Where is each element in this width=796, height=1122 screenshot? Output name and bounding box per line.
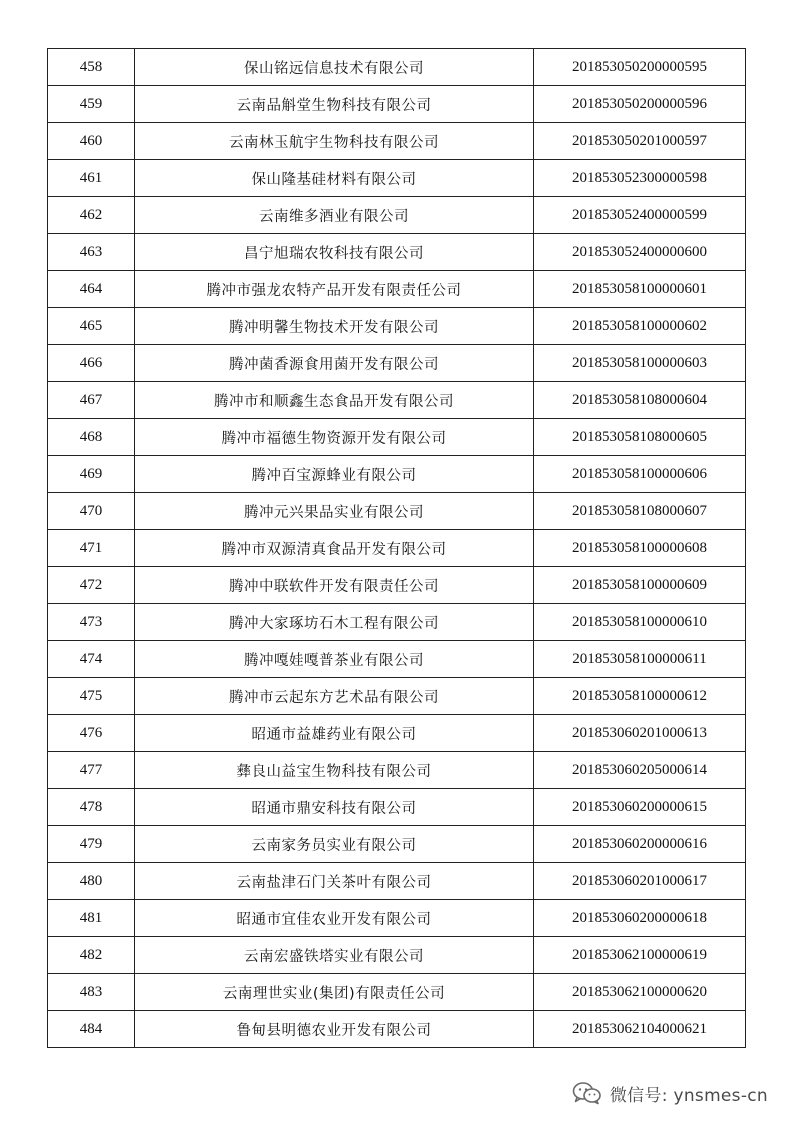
company-name: 腾冲百宝源蜂业有限公司 [135, 456, 534, 493]
registration-code: 201853060200000618 [534, 900, 746, 937]
registration-code: 201853058100000610 [534, 604, 746, 641]
table-row [48, 308, 746, 345]
table-row [48, 123, 746, 160]
row-number: 478 [48, 789, 135, 826]
registration-code: 201853058100000608 [534, 530, 746, 567]
row-number: 473 [48, 604, 135, 641]
registration-code: 201853058100000609 [534, 567, 746, 604]
company-name: 昭通市宜佳农业开发有限公司 [135, 900, 534, 937]
table-row [48, 567, 746, 604]
registration-code: 201853052400000600 [534, 234, 746, 271]
row-number: 471 [48, 530, 135, 567]
registration-code: 201853058100000601 [534, 271, 746, 308]
row-number: 480 [48, 863, 135, 900]
registration-code: 201853052300000598 [534, 160, 746, 197]
company-name: 腾冲大家琢坊石木工程有限公司 [135, 604, 534, 641]
company-name: 云南家务员实业有限公司 [135, 826, 534, 863]
row-number: 459 [48, 86, 135, 123]
company-name: 云南品斛堂生物科技有限公司 [135, 86, 534, 123]
table-row [48, 715, 746, 752]
row-number: 475 [48, 678, 135, 715]
registration-code: 201853058100000603 [534, 345, 746, 382]
company-list-table [47, 48, 746, 1048]
row-number: 482 [48, 937, 135, 974]
watermark-text: 微信号: ynsmes-cn [609, 1085, 768, 1106]
table-row [48, 752, 746, 789]
table-body [48, 49, 746, 1048]
company-name: 腾冲市福德生物资源开发有限公司 [135, 419, 534, 456]
wechat-icon [572, 1081, 602, 1105]
table-row [48, 900, 746, 937]
row-number: 468 [48, 419, 135, 456]
registration-code: 201853052400000599 [534, 197, 746, 234]
registration-code: 201853050200000596 [534, 86, 746, 123]
registration-code: 201853060205000614 [534, 752, 746, 789]
company-name: 云南宏盛铁塔实业有限公司 [135, 937, 534, 974]
company-name: 云南理世实业(集团)有限责任公司 [135, 974, 534, 1011]
company-name: 腾冲市双源清真食品开发有限公司 [135, 530, 534, 567]
row-number: 469 [48, 456, 135, 493]
row-number: 479 [48, 826, 135, 863]
table-row [48, 86, 746, 123]
table-row [48, 789, 746, 826]
row-number: 474 [48, 641, 135, 678]
table-row [48, 160, 746, 197]
company-name: 保山隆基硅材料有限公司 [135, 160, 534, 197]
registration-code: 201853060201000617 [534, 863, 746, 900]
table-row [48, 493, 746, 530]
company-name: 腾冲市强龙农特产品开发有限责任公司 [135, 271, 534, 308]
registration-code: 201853062104000621 [534, 1011, 746, 1048]
company-name: 昭通市益雄药业有限公司 [135, 715, 534, 752]
registration-code: 201853058108000604 [534, 382, 746, 419]
table-row [48, 641, 746, 678]
table-row [48, 678, 746, 715]
registration-code: 201853060201000613 [534, 715, 746, 752]
table-row [48, 419, 746, 456]
table-row [48, 49, 746, 86]
wechat-watermark [572, 1078, 768, 1108]
row-number: 483 [48, 974, 135, 1011]
company-name: 腾冲嘎娃嘎普茶业有限公司 [135, 641, 534, 678]
company-name: 腾冲明馨生物技术开发有限公司 [135, 308, 534, 345]
row-number: 465 [48, 308, 135, 345]
registration-code: 201853058100000606 [534, 456, 746, 493]
row-number: 461 [48, 160, 135, 197]
row-number: 458 [48, 49, 135, 86]
company-name: 彝良山益宝生物科技有限公司 [135, 752, 534, 789]
row-number: 464 [48, 271, 135, 308]
registration-code: 201853058100000611 [534, 641, 746, 678]
row-number: 460 [48, 123, 135, 160]
table-row [48, 197, 746, 234]
table-row [48, 1011, 746, 1048]
registration-code: 201853058100000602 [534, 308, 746, 345]
table-row [48, 382, 746, 419]
registration-code: 201853050201000597 [534, 123, 746, 160]
table-row [48, 974, 746, 1011]
registration-code: 201853058108000607 [534, 493, 746, 530]
company-name: 腾冲市云起东方艺术品有限公司 [135, 678, 534, 715]
row-number: 476 [48, 715, 135, 752]
company-name: 腾冲元兴果品实业有限公司 [135, 493, 534, 530]
row-number: 467 [48, 382, 135, 419]
table-row [48, 271, 746, 308]
registration-code: 201853062100000620 [534, 974, 746, 1011]
company-name: 保山铭远信息技术有限公司 [135, 49, 534, 86]
company-name: 云南维多酒业有限公司 [135, 197, 534, 234]
row-number: 472 [48, 567, 135, 604]
registration-code: 201853050200000595 [534, 49, 746, 86]
row-number: 463 [48, 234, 135, 271]
table-row [48, 456, 746, 493]
company-name: 腾冲菌香源食用菌开发有限公司 [135, 345, 534, 382]
row-number: 462 [48, 197, 135, 234]
row-number: 466 [48, 345, 135, 382]
company-name: 昌宁旭瑞农牧科技有限公司 [135, 234, 534, 271]
table-row [48, 826, 746, 863]
company-name: 腾冲中联软件开发有限责任公司 [135, 567, 534, 604]
table-row [48, 530, 746, 567]
registration-code: 201853060200000615 [534, 789, 746, 826]
company-name: 鲁甸县明德农业开发有限公司 [135, 1011, 534, 1048]
row-number: 477 [48, 752, 135, 789]
table-row [48, 345, 746, 382]
company-name: 云南林玉航宇生物科技有限公司 [135, 123, 534, 160]
table-row [48, 863, 746, 900]
table-row [48, 604, 746, 641]
table-row [48, 937, 746, 974]
company-name: 腾冲市和顺鑫生态食品开发有限公司 [135, 382, 534, 419]
row-number: 481 [48, 900, 135, 937]
table-row [48, 234, 746, 271]
registration-code: 201853062100000619 [534, 937, 746, 974]
row-number: 484 [48, 1011, 135, 1048]
registration-code: 201853058108000605 [534, 419, 746, 456]
registration-code: 201853060200000616 [534, 826, 746, 863]
registration-code: 201853058100000612 [534, 678, 746, 715]
row-number: 470 [48, 493, 135, 530]
company-name: 昭通市鼎安科技有限公司 [135, 789, 534, 826]
company-name: 云南盐津石门关茶叶有限公司 [135, 863, 534, 900]
